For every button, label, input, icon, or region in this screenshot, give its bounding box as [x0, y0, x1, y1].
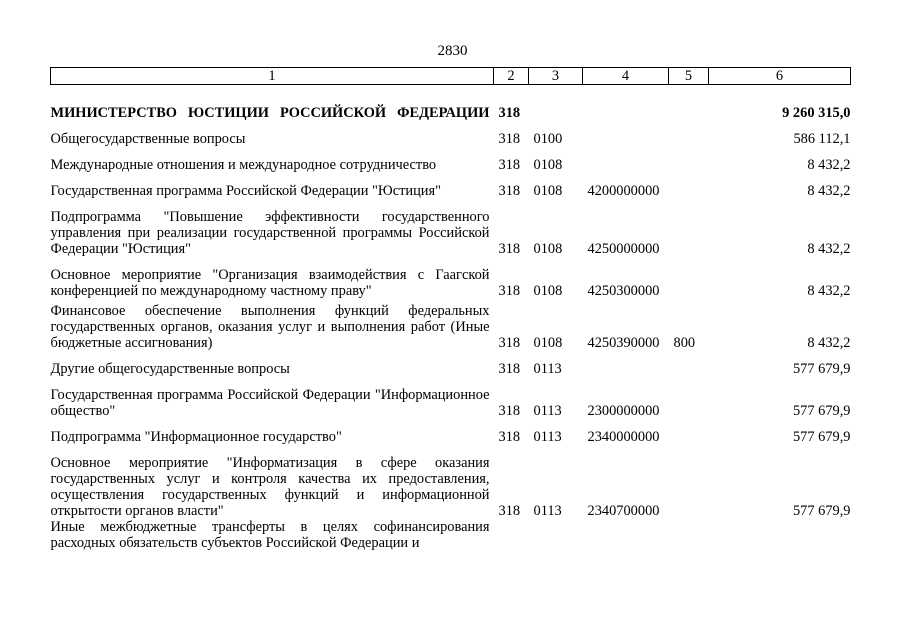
row-name: Подпрограмма "Повышение эффективности государственного управления при реализации государственной программы Российской Федерации "Юстиция" [50, 208, 490, 257]
row-amount-cell [709, 419, 851, 445]
row-amount: 8 432,2 [807, 334, 851, 351]
row-target-code: 4250000000 [587, 240, 660, 257]
row-section-code: 0113 [533, 360, 562, 377]
row-section-code: 0108 [533, 282, 563, 299]
row-section-code-cell [529, 299, 583, 351]
row-target-code: 4200000000 [587, 182, 660, 199]
row-amount-cell [709, 173, 851, 199]
row-ministry-code-cell [494, 377, 529, 419]
row-expense-type-cell [669, 299, 709, 351]
table-row [51, 351, 851, 377]
table-row [51, 257, 851, 299]
row-ministry-code-cell [494, 173, 529, 199]
table-row [51, 445, 851, 519]
row-amount-cell [709, 199, 851, 257]
row-amount: 577 679,9 [792, 360, 851, 377]
table-row [51, 85, 851, 121]
row-target-code-cell [583, 199, 669, 257]
row-name-cell [51, 351, 494, 377]
header-col-5: 5 [669, 68, 709, 85]
row-section-code: 0100 [533, 130, 563, 147]
row-name: Подпрограмма "Информационное государство" [50, 428, 342, 445]
row-name: Иные межбюджетные трансферты в целях софинансирования расходных обязательств субъектов Российской Федерации и [50, 518, 490, 551]
row-target-code-cell [583, 519, 669, 559]
row-ministry-code: 318 [498, 130, 521, 147]
row-ministry-code-cell [494, 257, 529, 299]
table-row [51, 419, 851, 445]
row-ministry-code: 318 [498, 334, 521, 351]
row-amount-cell [709, 445, 851, 519]
row-name-cell [51, 147, 494, 173]
row-expense-type-cell [669, 147, 709, 173]
row-expense-type-cell [669, 519, 709, 559]
row-name-cell [51, 199, 494, 257]
row-section-code: 0108 [533, 182, 563, 199]
row-ministry-code-cell [494, 85, 529, 121]
row-section-code-cell [529, 85, 583, 121]
row-ministry-code-cell [494, 147, 529, 173]
header-col-3: 3 [529, 68, 583, 85]
row-target-code: 2340700000 [587, 502, 660, 519]
row-ministry-code: 318 [498, 240, 521, 257]
header-col-6: 6 [709, 68, 851, 85]
row-amount: 577 679,9 [792, 428, 851, 445]
page-number: 2830 [437, 43, 468, 59]
row-section-code-cell [529, 519, 583, 559]
row-target-code-cell [583, 299, 669, 351]
row-expense-type-cell [669, 351, 709, 377]
row-section-code: 0108 [533, 334, 563, 351]
row-section-code-cell [529, 257, 583, 299]
row-section-code-cell [529, 445, 583, 519]
row-expense-type-cell [669, 173, 709, 199]
row-ministry-code: 318 [498, 428, 521, 445]
row-section-code-cell [529, 419, 583, 445]
row-name: МИНИСТЕРСТВО ЮСТИЦИИ РОССИЙСКОЙ ФЕДЕРАЦИИ [50, 104, 490, 121]
row-name-cell [51, 419, 494, 445]
row-expense-type-cell [669, 85, 709, 121]
row-amount: 8 432,2 [807, 156, 851, 173]
row-amount: 577 679,9 [792, 402, 851, 419]
row-name-cell [51, 85, 494, 121]
row-name: Другие общегосударственные вопросы [50, 360, 290, 377]
row-amount: 8 432,2 [807, 182, 851, 199]
row-amount-cell [709, 85, 851, 121]
row-target-code: 4250390000 [587, 334, 660, 351]
row-ministry-code-cell [494, 351, 529, 377]
table-row [51, 299, 851, 351]
row-name-cell [51, 299, 494, 351]
row-target-code-cell [583, 121, 669, 147]
row-ministry-code: 318 [498, 402, 521, 419]
row-section-code: 0108 [533, 156, 563, 173]
row-amount-cell [709, 257, 851, 299]
row-name-cell [51, 519, 494, 559]
row-ministry-code-cell [494, 199, 529, 257]
row-amount: 586 112,1 [793, 130, 851, 147]
row-amount-cell [709, 299, 851, 351]
row-ministry-code: 318 [498, 502, 521, 519]
row-target-code: 4250300000 [587, 282, 660, 299]
row-target-code-cell [583, 257, 669, 299]
row-name: Финансовое обеспечение выполнения функций федеральных государственных органов, оказания услуг и выполнения работ (Иные бюджетные ассигнования) [50, 302, 490, 351]
row-target-code-cell [583, 377, 669, 419]
row-target-code-cell [583, 85, 669, 121]
row-ministry-code: 318 [498, 104, 521, 121]
row-ministry-code: 318 [498, 156, 521, 173]
row-name: Общегосударственные вопросы [50, 130, 246, 147]
row-target-code-cell [583, 173, 669, 199]
row-ministry-code: 318 [498, 360, 521, 377]
header-col-1: 1 [51, 68, 494, 85]
table-row [51, 377, 851, 419]
row-amount-cell [709, 121, 851, 147]
row-ministry-code: 318 [498, 182, 521, 199]
table-row [51, 199, 851, 257]
row-name: Государственная программа Российской Федерации "Юстиция" [50, 182, 441, 199]
table-row [51, 121, 851, 147]
row-section-code-cell [529, 351, 583, 377]
row-expense-type-cell [669, 199, 709, 257]
row-target-code-cell [583, 147, 669, 173]
table-row [51, 519, 851, 559]
header-col-2: 2 [494, 68, 529, 85]
budget-table [50, 67, 851, 559]
row-ministry-code: 318 [498, 282, 521, 299]
row-amount-cell [709, 147, 851, 173]
row-section-code-cell [529, 173, 583, 199]
row-target-code: 2340000000 [587, 428, 660, 445]
row-amount: 577 679,9 [792, 502, 851, 519]
row-name-cell [51, 257, 494, 299]
row-expense-type-cell [669, 257, 709, 299]
row-amount: 9 260 315,0 [782, 104, 851, 121]
header-col-4: 4 [583, 68, 669, 85]
row-name-cell [51, 445, 494, 519]
row-section-code: 0108 [533, 240, 563, 257]
row-name: Государственная программа Российской Федерации "Информационное общество" [50, 386, 490, 419]
row-section-code-cell [529, 147, 583, 173]
row-section-code-cell [529, 199, 583, 257]
row-ministry-code-cell [494, 445, 529, 519]
row-name: Международные отношения и международное сотрудничество [50, 156, 437, 173]
row-target-code: 2300000000 [587, 402, 660, 419]
row-section-code-cell [529, 121, 583, 147]
table-row [51, 173, 851, 199]
row-section-code-cell [529, 377, 583, 419]
row-amount: 8 432,2 [807, 282, 851, 299]
row-expense-type-cell [669, 445, 709, 519]
row-expense-type: 800 [673, 334, 696, 351]
row-amount-cell [709, 351, 851, 377]
row-name: Основное мероприятие "Организация взаимодействия с Гаагской конференцией по международному частному праву" [50, 266, 490, 299]
table-header-row [51, 68, 851, 85]
row-amount-cell [709, 377, 851, 419]
row-amount-cell [709, 519, 851, 559]
row-ministry-code-cell [494, 519, 529, 559]
row-ministry-code-cell [494, 419, 529, 445]
row-name: Основное мероприятие "Информатизация в сфере оказания государственных услуг и контроля качества их предоставления, осуществления государственных функций и информационной открытости органов власти" [50, 454, 490, 519]
row-ministry-code-cell [494, 121, 529, 147]
row-section-code: 0113 [533, 402, 562, 419]
row-name-cell [51, 173, 494, 199]
row-section-code: 0113 [533, 502, 562, 519]
row-expense-type-cell [669, 377, 709, 419]
row-amount: 8 432,2 [807, 240, 851, 257]
row-target-code-cell [583, 419, 669, 445]
row-target-code-cell [583, 445, 669, 519]
row-name-cell [51, 377, 494, 419]
row-expense-type-cell [669, 121, 709, 147]
row-name-cell [51, 121, 494, 147]
row-target-code-cell [583, 351, 669, 377]
row-section-code: 0113 [533, 428, 562, 445]
row-expense-type-cell [669, 419, 709, 445]
table-row [51, 147, 851, 173]
row-ministry-code-cell [494, 299, 529, 351]
